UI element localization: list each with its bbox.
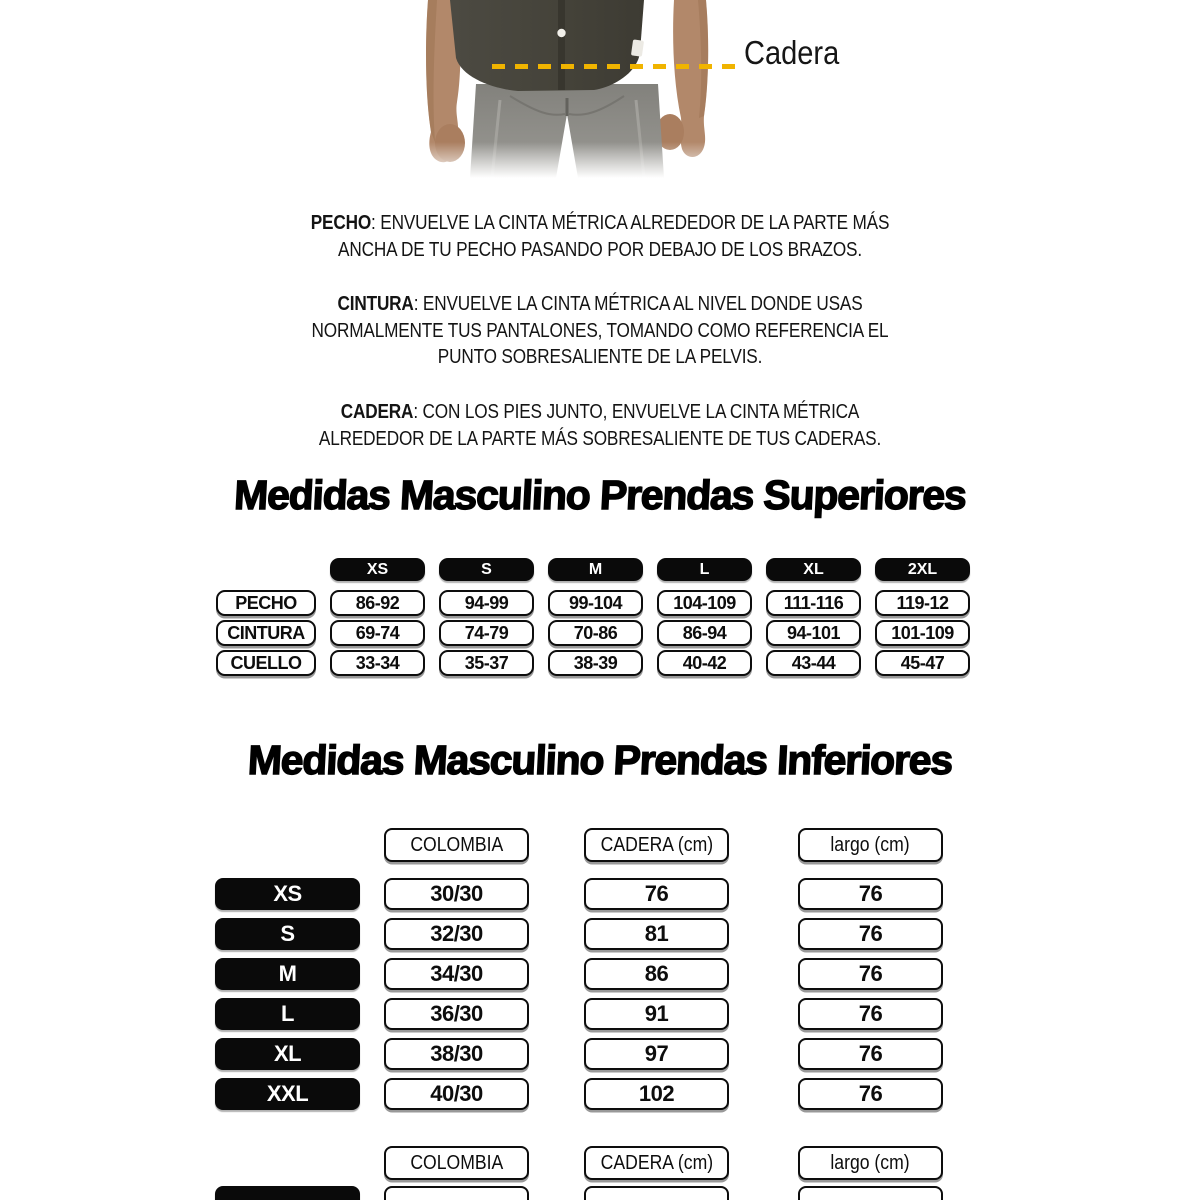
value-pill (798, 1186, 943, 1200)
value-pill: 81 (584, 918, 729, 950)
instruction-pecho-text: : ENVUELVE LA CINTA MÉTRICA ALREDEDOR DE LA PARTE MÁS ANCHA DE TU PECHO PASANDO POR DEBAJO DE LOS BRAZOS. (338, 212, 890, 261)
value-pill: 86-92 (330, 590, 425, 616)
table-row-cintura (216, 620, 970, 646)
size-header-pill-m: M (548, 558, 643, 581)
column-header-largo: largo (cm) (798, 1146, 943, 1180)
value-pill (384, 1186, 529, 1200)
value-pill: 45-47 (875, 650, 970, 676)
instruction-cintura (299, 291, 901, 371)
value-pill: 36/30 (384, 998, 529, 1030)
size-label-pill: M (215, 958, 360, 990)
hip-label: Cadera (744, 34, 840, 71)
model-photo (398, 0, 738, 178)
value-pill: 38/30 (384, 1038, 529, 1070)
row-label-pill: CINTURA (216, 620, 316, 646)
value-pill: 86 (584, 958, 729, 990)
value-pill: 76 (798, 1038, 943, 1070)
row-label-pill: PECHO (216, 590, 316, 616)
size-header-pill-2xl: 2XL (875, 558, 970, 581)
instruction-cadera-text: : CON LOS PIES JUNTO, ENVUELVE LA CINTA MÉTRICA ALREDEDOR DE LA PARTE MÁS SOBRESALIENTE DE TUS CADERAS. (318, 401, 882, 450)
value-pill: 76 (584, 878, 729, 910)
inferiores-header-row (215, 828, 943, 862)
value-pill: 38-39 (548, 650, 643, 676)
value-pill: 94-99 (439, 590, 534, 616)
size-header-row (216, 558, 970, 581)
value-pill: 102 (584, 1078, 729, 1110)
table-row-pecho (216, 590, 970, 616)
table-row-xl (215, 1038, 943, 1070)
row-label-pill: CUELLO (216, 650, 316, 676)
size-label-pill: XL (215, 1038, 360, 1070)
inferiores-second-header-row (215, 1146, 943, 1180)
table-row-cuello (216, 650, 970, 676)
table-row-m (215, 958, 943, 990)
table-row-s (215, 918, 943, 950)
size-header-pill-l: L (657, 558, 752, 581)
column-header-cadera: CADERA (cm) (584, 1146, 729, 1180)
size-header-pill-s: S (439, 558, 534, 581)
size-label-pill: XXL (215, 1078, 360, 1110)
value-pill: 76 (798, 1078, 943, 1110)
value-pill: 91 (584, 998, 729, 1030)
hip-dashed-line (492, 64, 738, 69)
value-pill: 104-109 (657, 590, 752, 616)
section-title-superiores: Medidas Masculino Prendas Superiores (233, 472, 967, 518)
value-pill: 69-74 (330, 620, 425, 646)
value-pill: 70-86 (548, 620, 643, 646)
value-pill: 76 (798, 958, 943, 990)
column-header-cadera: CADERA (cm) (584, 828, 729, 862)
value-pill (584, 1186, 729, 1200)
instruction-cintura-text: : ENVUELVE LA CINTA MÉTRICA AL NIVEL DONDE USAS NORMALMENTE TUS PANTALONES, TOMANDO COMO REFERENCIA EL PUNTO SOBRESALIENTE DE LA PELVIS. (311, 293, 889, 368)
value-pill: 33-34 (330, 650, 425, 676)
section-title-inferiores: Medidas Masculino Prendas Inferiores (246, 737, 954, 783)
size-header-pill-xl: XL (766, 558, 861, 581)
instruction-cadera (299, 399, 901, 452)
value-pill: 35-37 (439, 650, 534, 676)
table-row-xs (215, 878, 943, 910)
value-pill: 99-104 (548, 590, 643, 616)
instruction-cintura-term: CINTURA (337, 293, 414, 315)
value-pill: 97 (584, 1038, 729, 1070)
value-pill: 34/30 (384, 958, 529, 990)
value-pill: 32/30 (384, 918, 529, 950)
value-pill: 101-109 (875, 620, 970, 646)
instruction-pecho-term: PECHO (310, 212, 372, 234)
size-header-pill-xs: XS (330, 558, 425, 581)
value-pill: 94-101 (766, 620, 861, 646)
value-pill: 40-42 (657, 650, 752, 676)
column-header-colombia: COLOMBIA (384, 1146, 529, 1180)
value-pill: 86-94 (657, 620, 752, 646)
value-pill: 76 (798, 878, 943, 910)
column-header-colombia: COLOMBIA (384, 828, 529, 862)
table-row-l (215, 998, 943, 1030)
instruction-pecho (299, 210, 901, 263)
value-pill: 76 (798, 998, 943, 1030)
column-header-largo: largo (cm) (798, 828, 943, 862)
value-pill: 30/30 (384, 878, 529, 910)
table-row-partial (215, 1186, 943, 1200)
instruction-cadera-term: CADERA (340, 401, 414, 423)
value-pill: 76 (798, 918, 943, 950)
size-table-superiores (216, 558, 970, 680)
size-label-pill: S (215, 918, 360, 950)
value-pill: 111-116 (766, 590, 861, 616)
value-pill: 119-12 (875, 590, 970, 616)
size-label-pill: XS (215, 878, 360, 910)
value-pill: 40/30 (384, 1078, 529, 1110)
size-label-pill (215, 1186, 360, 1200)
value-pill: 74-79 (439, 620, 534, 646)
value-pill: 43-44 (766, 650, 861, 676)
size-label-pill: L (215, 998, 360, 1030)
table-row-xxl (215, 1078, 943, 1110)
